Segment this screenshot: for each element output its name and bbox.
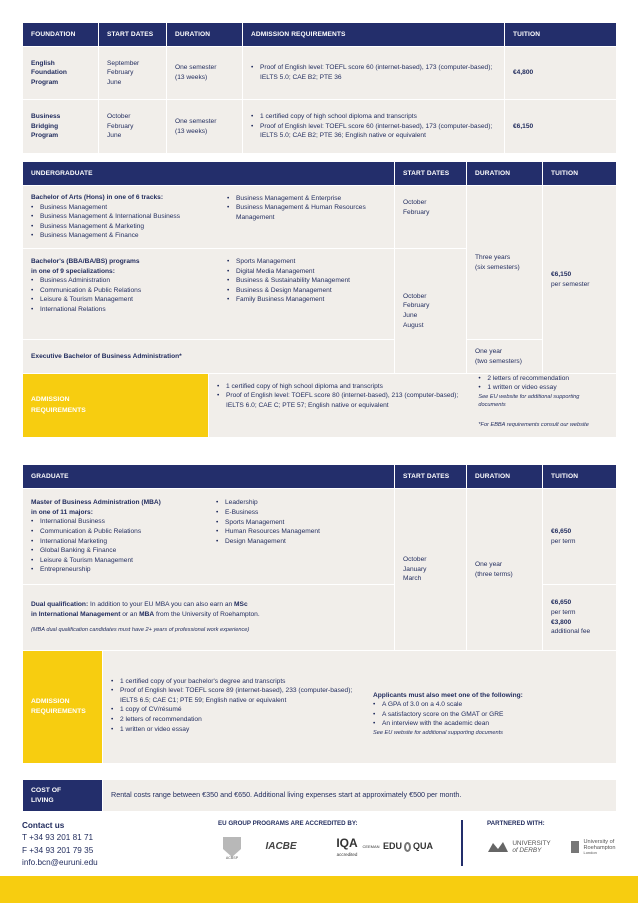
accredited-title: EU GROUP PROGRAMS ARE ACCREDITED BY: — [218, 820, 358, 827]
table-row — [23, 47, 617, 100]
admission-requirements: • 1 certified copy of your bachelor's degree and transcripts • Proof of English level: TOEFL score 89 (internet-based), 233 (computer-based); IELTS 6.5; CAE C1; PTE 59; English native or equivalent • 1 copy of CV/résumé • 2 letters of recommendation • 1 written or video essay Applicants must also meet one of the following: • A GPA of 3.0 on a 4.0 scale • A satisfactory score on the GMAT or GRE • An interview with the academic dean See EU website for additional supporting documents — [103, 651, 617, 764]
col-header: TUITION — [505, 23, 617, 47]
dual-qualification: Dual qualification: In addition to your EU MBA you can also earn an MSc in International Management or an MBA from the University of Roehampton. (MBA dual qualification candidates must have 2+ years of professional work experience) — [23, 585, 395, 651]
duration: Three years (six semesters) — [467, 186, 543, 340]
derby-logo: UNIVERSITY of DERBY — [484, 832, 554, 862]
admission-label: ADMISSION REQUIREMENTS — [23, 374, 209, 438]
cost-label: COST OF LIVING — [23, 780, 103, 812]
undergraduate-header — [23, 162, 617, 186]
undergraduate-section — [22, 161, 616, 438]
start-dates: October February — [395, 186, 467, 249]
contact-block — [22, 820, 98, 869]
tuition: €6,150 — [505, 100, 617, 154]
admission-requirements: • 1 certified copy of high school diploma and transcripts • Proof of English level: TOEFL score 80 (internet-based), 213 (computer-based); IELTS 6.0; CAE C; PTE 57; English native or equivalent • 2 letters of recommendation • 1 written or video essay See EU website for additional supporting documents *For EBBA requirements consult our website — [209, 374, 617, 438]
program-name: English Foundation Program — [23, 47, 99, 100]
cost-text: Rental costs range between €350 and €650. Additional living expenses start at approximately €500 per month. — [103, 780, 617, 812]
col-header: TUITION — [543, 465, 617, 489]
graduate-header — [23, 465, 617, 489]
roehampton-logo: University of Roehampton London — [565, 832, 621, 862]
start-dates: September February June — [99, 47, 167, 100]
bba-program: Bachelor's (BBA/BA/BS) programs in one of 9 specializations: • Business Administration • Communication & Public Relations • Leisure & Tourism Management • International Relations • Sports Management • Digital Media Management • Business & Sustainability Management • Business & Design Management • Family Business Management — [23, 249, 395, 340]
roehampton-crest-icon — [570, 840, 580, 854]
foundation-header — [23, 23, 617, 47]
start-dates: October February June August — [395, 249, 467, 374]
email-link[interactable]: info.bcn@euruni.edu — [22, 857, 98, 867]
col-header: DURATION — [167, 23, 243, 47]
footer-divider — [461, 820, 463, 866]
col-header: TUITION — [543, 162, 617, 186]
col-header: START DATES — [99, 23, 167, 47]
derby-crest-icon — [487, 840, 509, 854]
col-header: START DATES — [395, 465, 467, 489]
col-header: UNDERGRADUATE — [23, 162, 395, 186]
admission-label: ADMISSION REQUIREMENTS — [23, 651, 103, 764]
table-row — [23, 100, 617, 154]
col-header: ADMISSION REQUIREMENTS — [243, 23, 505, 47]
duration: One semester (13 weeks) — [167, 47, 243, 100]
col-header: FOUNDATION — [23, 23, 99, 47]
table-row — [23, 186, 617, 249]
partnered-title: PARTNERED WITH: — [487, 820, 545, 827]
contact-title: Contact us — [22, 821, 65, 830]
graduate-section — [22, 464, 616, 764]
acbsp-logo — [217, 832, 247, 862]
mba-program: Master of Business Administration (MBA) in one of 11 majors: • International Business • Communication & Public Relations • International Marketing • Global Banking & Finance • Leisure & Tourism Management • Entrepreneurship • Leadership • E-Business • Sports Management • Human Resources Management • Design Management — [23, 489, 395, 585]
duration: One semester (13 weeks) — [167, 100, 243, 154]
table-row — [23, 340, 617, 374]
duration: One year (two semesters) — [467, 340, 543, 374]
tuition: €6,650 per term — [543, 489, 617, 585]
fax: F +34 93 201 79 35 — [22, 845, 94, 855]
tuition: €4,800 — [505, 47, 617, 100]
cost-of-living — [22, 779, 616, 812]
program-name: Business Bridging Program — [23, 100, 99, 154]
iqa-logo: IQA accredited — [336, 836, 358, 858]
ba-program: Bachelor of Arts (Hons) in one of 6 tracks: • Business Management • Business Management & International Business • Business Management & Marketing • Business Management & Finance • Business Management & Enterprise • Business Management & Human Resources Management — [23, 186, 395, 249]
phone[interactable]: T +34 93 201 81 71 — [22, 833, 94, 843]
q-icon — [404, 842, 411, 852]
col-header: DURATION — [467, 162, 543, 186]
tuition: €6,650 per term €3,800 additional fee — [543, 585, 617, 651]
admission-requirements: • 1 certified copy of high school diploma and transcripts • Proof of English level: TOEFL score 60 (internet-based), 173 (computer-based); IELTS 5.0; CAE B2; PTE 36; English native or equivalent — [243, 100, 505, 154]
table-row — [23, 489, 617, 585]
footer-band — [0, 876, 638, 903]
start-dates: October January March — [395, 489, 467, 651]
svg-text:ACBSP: ACBSP — [225, 856, 239, 860]
table-row — [23, 651, 617, 764]
iacbe-logo: IACBE — [265, 840, 297, 852]
col-header: DURATION — [467, 465, 543, 489]
ceeman-logo: CEEMAN — [362, 844, 380, 850]
foundation-section — [22, 22, 616, 154]
ebba-program: Executive Bachelor of Business Administration* — [23, 340, 395, 374]
tuition: €6,150 per semester — [543, 186, 617, 374]
eduqua-logo: EDU QUA — [383, 841, 433, 852]
duration: One year (three terms) — [467, 489, 543, 651]
col-header: GRADUATE — [23, 465, 395, 489]
col-header: START DATES — [395, 162, 467, 186]
admission-requirements: • Proof of English level: TOEFL score 60 (internet-based), 173 (computer-based); IELTS 5.0; CAE B2; PTE 36 — [243, 47, 505, 100]
start-dates: October February June — [99, 100, 167, 154]
table-row — [23, 374, 617, 438]
